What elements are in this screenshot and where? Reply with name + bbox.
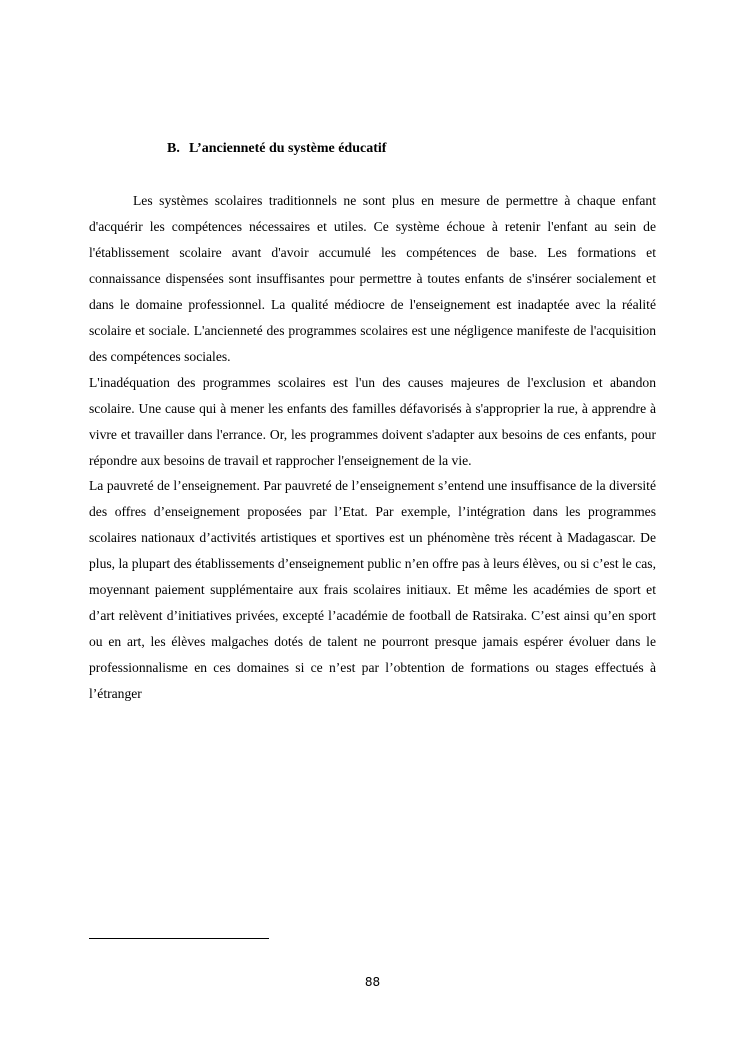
footnote-separator [89,938,269,939]
paragraph-1: Les systèmes scolaires traditionnels ne sont plus en mesure de permettre à chaque enfant d'acquérir les compétences nécessaires et utiles. Ce système échoue à retenir l'enfant au sein de l'établissement scolaire avant d'avoir accumulé les compétences de base. Les formations et connaissance dispensées sont insuffisantes pour permettre à toutes enfants de s'insérer socialement et dans le domaine professionnel. La qualité médiocre de l'enseignement est inadaptée avec la réalité scolaire et sociale. L'ancienneté des programmes scolaires est une négligence manifeste de l'acquisition des compétences sociales. [89,193,656,364]
section-title: L’ancienneté du système éducatif [189,141,387,156]
body-text [89,188,656,707]
paragraph-3: La pauvreté de l’enseignement. Par pauvreté de l’enseignement s’entend une insuffisance de la diversité des offres d’enseignement proposées par l’Etat. Par exemple, l’intégration dans les programmes scolaires nationaux d’activités artistiques et sportives est un phénomène très récent à Madagascar. De plus, la plupart des établissements d’enseignement public n’en offre pas à leurs élèves, ou si c’est le cas, moyennant paiement supplémentaire aux frais scolaires initiaux. Et même les académies de sport et d’art relèvent d’initiatives privées, excepté l’académie de football de Ratsiraka. C’est ainsi qu’en sport ou en art, les élèves malgaches dotés de talent ne pourront presque jamais espérer évoluer dans le professionnalisme en ces domaines si ce n’est par l’obtention de formations ou stages effectués à l’étranger [89,478,656,702]
section-heading [167,141,386,157]
paragraph-2: L'inadéquation des programmes scolaires est l'un des causes majeures de l'exclusion et abandon scolaire. Une cause qui à mener les enfants des familles défavorisés à s'approprier la rue, à apprendre à vivre et travailler dans l'errance. Or, les programmes doivent s'adapter aux besoins de ces enfants, pour répondre aux besoins de travail et rapprocher l'enseignement de la vie. [89,374,656,468]
page-number: 88 [364,975,381,989]
section-number: B. [167,141,180,156]
